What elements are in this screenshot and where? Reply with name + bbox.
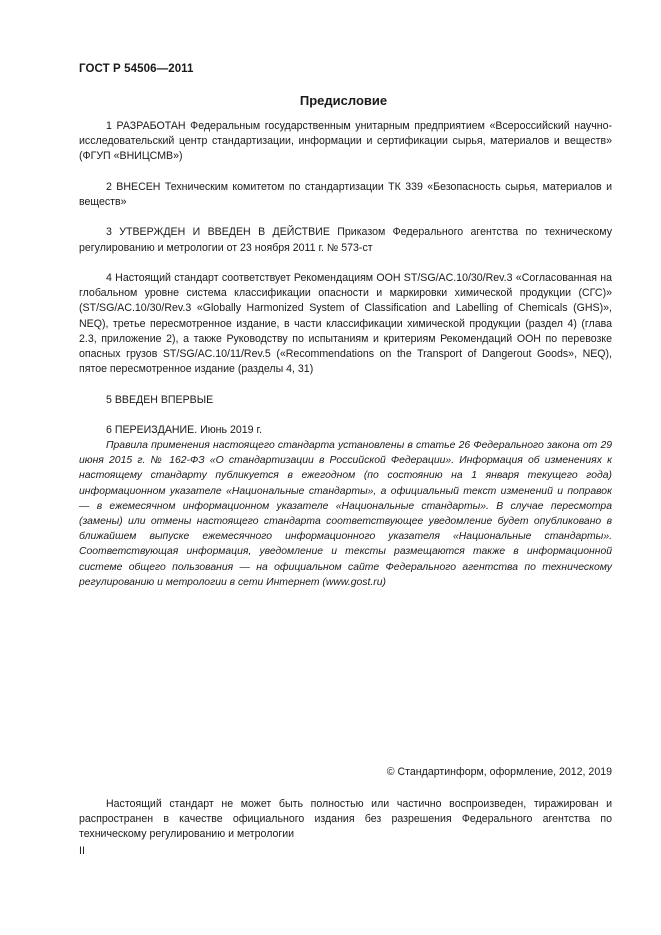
document-header-code: ГОСТ Р 54506—2011 bbox=[79, 63, 194, 75]
foreword-item-2: 2 ВНЕСЕН Техническим комитетом по стандартизации ТК 339 «Безопасность сырья, материалов и веществ» bbox=[79, 180, 612, 208]
application-rules-notice: Правила применения настоящего стандарта установлены в статье 26 Федерального закона от 29 июня 2015 г. № 162-ФЗ «О стандартизации в Российской Федерации». Информация об изменениях к настоящему стандарту публикуется в ежегодном (по состоянию на 1 января текущего года) информационном указателе «Национальные стандарты», а официальный текст изменений и поправок — в ежемесячном информационном указателе «Национальные стандарты». В случае пересмотра (замены) или отмены настоящего стандарта соответствующее уведомление будет опубликовано в ближайшем выпуске ежемесячного информационного указателя «Национальные стандарты». Соответствующая информация, уведомление и тексты размещаются также в информационной системе общего пользования — на официальном сайте Федерального агентства по техническому регулированию и метрологии в сети Интернет (www.gost.ru) bbox=[79, 440, 612, 588]
page-number: II bbox=[79, 845, 85, 857]
foreword-item-1: 1 РАЗРАБОТАН Федеральным государственным унитарным предприятием «Всероссийский научно-исследовательский центр стандартизации, информации и сертификации сырья, материалов и веществ» (ФГУП «ВНИЦСМВ») bbox=[79, 120, 612, 163]
copyright-line: © Стандартинформ, оформление, 2012, 2019 bbox=[386, 766, 612, 778]
foreword-item-4: 4 Настоящий стандарт соответствует Рекомендациям ООН ST/SG/AC.10/30/Rev.3 «Согласованная на глобальном уровне система классификации опасности и маркировки химической продукции (СГС)» (ST/SG/AC.10/30/Rev.3 «Globally Harmonized System of Classification and Labelling of Chemicals (GHS)», NEQ), третье пересмотренное издание, в части классификации химической продукции (раздел 4) (глава 2.3, приложение 2), а также Руководству по испытаниям и критериям Рекомендаций ООН по перевозке опасных грузов ST/SG/AC.10/11/Rev.5 («Recommendations on the Transport of Dangerout Goods», NEQ), пятое пересмотренное издание (разделы 4, 31) bbox=[79, 271, 612, 376]
reproduction-restriction: Настоящий стандарт не может быть полностью или частично воспроизведен, тиражирован и распространен в качестве официального издания без разрешения Федерального агентства по техническому регулированию и метрологии bbox=[79, 798, 612, 841]
page-title: Предисловие bbox=[299, 93, 388, 108]
foreword-item-6: 6 ПЕРЕИЗДАНИЕ. Июнь 2019 г. bbox=[106, 423, 263, 436]
foreword-item-5: 5 ВВЕДЕН ВПЕРВЫЕ bbox=[106, 393, 214, 406]
foreword-items bbox=[79, 119, 612, 453]
foreword-item-3: 3 УТВЕРЖДЕН И ВВЕДЕН В ДЕЙСТВИЕ Приказом Федерального агентства по техническому регулированию и метрологии от 23 ноября 2011 г. № 573-ст bbox=[79, 226, 612, 254]
